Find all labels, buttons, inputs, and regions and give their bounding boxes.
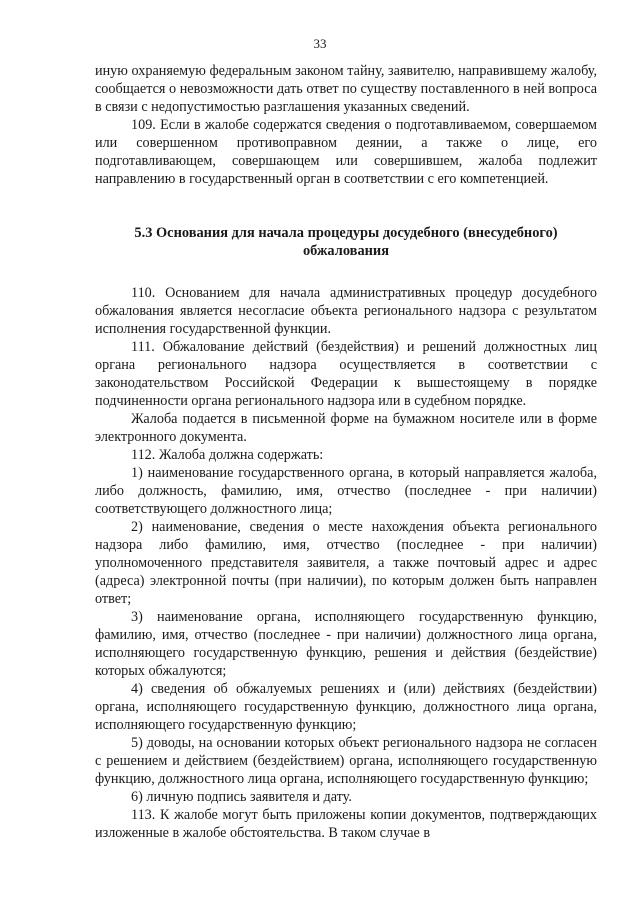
list-item-2: 2) наименование, сведения о месте нахождения объекта регионального надзора либо фамилию, имя, отчество (последнее - при наличии) уполномоченного представителя заявителя, а также почтовый адрес и адрес (адреса) электронной почты (при наличии), по которым должен быть направлен ответ; (95, 519, 597, 607)
paragraph-complaint-form: Жалоба подается в письменной форме на бумажном носителе или в форме электронного документа. (95, 411, 597, 445)
paragraph-110: 110. Основанием для начала административных процедур досудебного обжалования является несогласие объекта регионального надзора с результатом исполнения государственной функции. (95, 285, 597, 337)
paragraph-113: 113. К жалобе могут быть приложены копии документов, подтверждающих изложенные в жалобе обстоятельства. В таком случае в (95, 807, 597, 841)
list-item-5: 5) доводы, на основании которых объект регионального надзора не согласен с решением и действием (бездействием) органа, исполняющего государственную функцию, должностного лица органа, исполняющего государственную функцию; (95, 735, 597, 787)
paragraph-112: 112. Жалоба должна содержать: (131, 447, 324, 463)
list-item-1: 1) наименование государственного органа, в который направляется жалоба, либо должность, фамилию, имя, отчество (последнее - при наличии) соответствующего должностного лица; (95, 465, 597, 517)
paragraph-continuation: иную охраняемую федеральным законом тайну, заявителю, направившему жалобу, сообщается о невозможности дать ответ по существу поставленного в ней вопроса в связи с недопустимостью разглашения указанных сведений. (95, 63, 597, 115)
section-heading: 5.3 Основания для начала процедуры досудебного (внесудебного) обжалования (134, 225, 558, 259)
document-body (95, 62, 597, 842)
page-number: 33 (313, 36, 327, 51)
paragraph-109: 109. Если в жалобе содержатся сведения о подготавливаемом, совершаемом или совершенном противоправном деянии, а также о лице, его подготавливающем, совершающем или совершившем, жалоба подлежит направлению в государственный орган в соответствии с его компетенцией. (95, 117, 597, 187)
list-item-4: 4) сведения об обжалуемых решениях и (или) действиях (бездействии) органа, исполняющего государственную функцию, должностного лица органа, исполняющего государственную функцию; (95, 681, 597, 733)
paragraph-111: 111. Обжалование действий (бездействия) и решений должностных лиц органа регионального надзора осуществляется в соответствии с законодательством Российской Федерации к вышестоящему в порядке подчиненности органа регионального надзора или в судебном порядке. (95, 339, 597, 409)
list-item-6: 6) личную подпись заявителя и дату. (131, 789, 352, 805)
list-item-3: 3) наименование органа, исполняющего государственную функцию, фамилию, имя, отчество (последнее - при наличии) должностного лица органа, исполняющего государственную функцию, решения и действия (бездействие) которых обжалуются; (95, 609, 597, 679)
